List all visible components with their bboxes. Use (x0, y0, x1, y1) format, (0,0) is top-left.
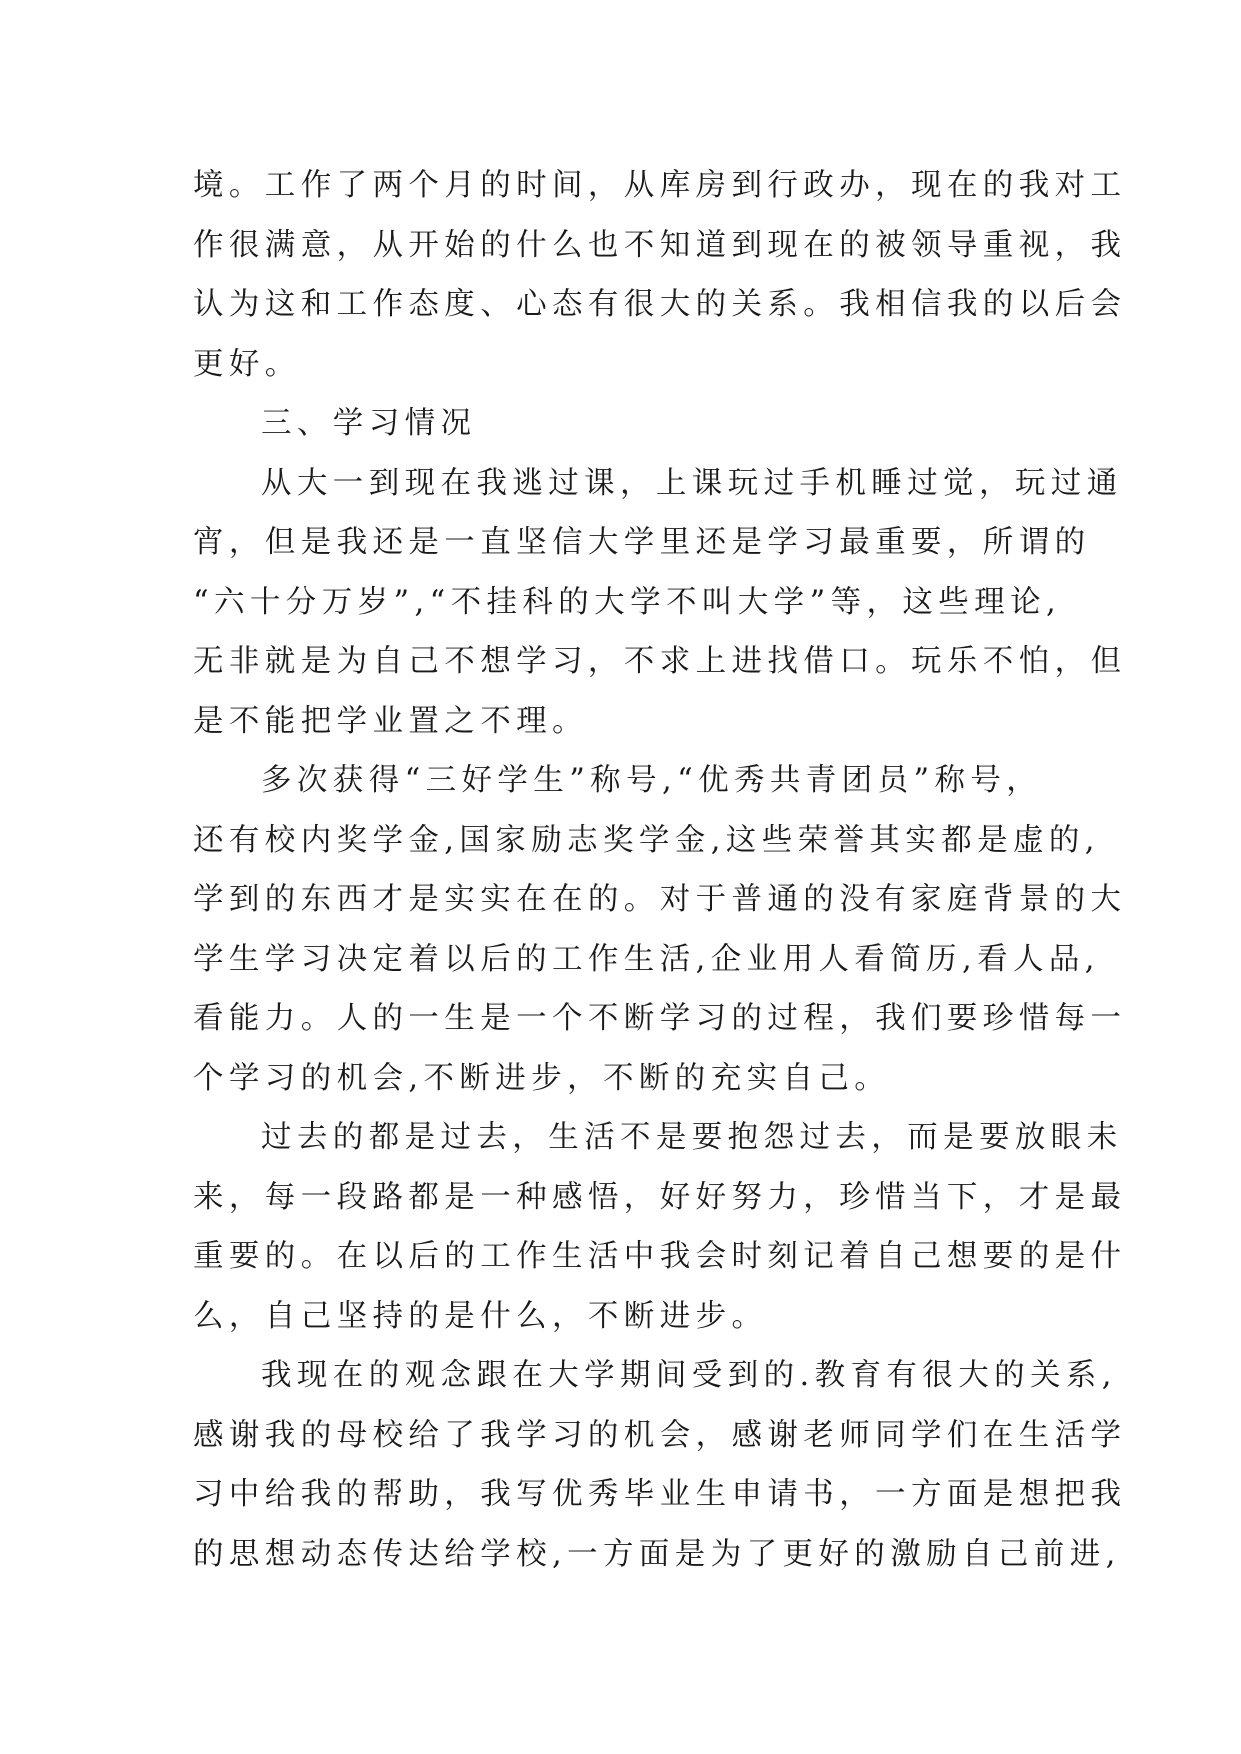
text-line: 看能力。人的一生是一个不断学习的过程，我们要珍惜每一 (193, 1001, 1127, 1036)
text-line: 么，自己坚持的是什么，不断进步。 (193, 1298, 768, 1334)
text-line: 感谢我的母校给了我学习的机会，感谢老师同学们在生活学 (193, 1417, 1127, 1453)
text-line: 三、学习情况 (261, 406, 477, 441)
text-line: 我现在的观念跟在大学期间受到的.教育有很大的关系, (261, 1358, 1117, 1393)
text-line: 境。工作了两个月的时间，从库房到行政办，现在的我对工 (193, 168, 1127, 203)
text-line: 是不能把学业置之不理。 (193, 703, 588, 739)
text-line: 还有校内奖学金,国家励志奖学金,这些荣誉其实都是虚的, (193, 822, 1100, 858)
text-line: 无非就是为自己不想学习，不求上进找借口。玩乐不怕，但 (193, 644, 1127, 679)
document-body (193, 156, 1127, 1584)
text-line: “六十分万岁”,“不挂科的大学不叫大学”等，这些理论, (193, 584, 1062, 620)
text-line: 学到的东西才是实实在在的。对于普通的没有家庭背景的大 (193, 882, 1127, 917)
text-line: 从大一到现在我逃过课，上课玩过手机睡过觉，玩过通 (261, 465, 1123, 501)
text-line: 宵，但是我还是一直坚信大学里还是学习最重要，所谓的 (193, 525, 1091, 560)
text-line: 认为这和工作态度、心态有很大的关系。我相信我的以后会 (193, 287, 1127, 322)
text-line: 过去的都是过去，生活不是要抱怨过去，而是要放眼未 (261, 1120, 1123, 1155)
text-line: 个学习的机会,不断进步，不断的充实自己。 (193, 1060, 891, 1096)
text-line: 习中给我的帮助，我写优秀毕业生申请书，一方面是想把我 (193, 1477, 1127, 1512)
text-line: 学生学习决定着以后的工作生活,企业用人看简历,看人品, (193, 941, 1100, 977)
text-line: 来，每一段路都是一种感悟，好好努力，珍惜当下，才是最 (193, 1179, 1127, 1215)
text-line: 更好。 (193, 346, 301, 382)
text-line: 重要的。在以后的工作生活中我会时刻记着自己想要的是什 (193, 1239, 1127, 1274)
text-line: 的思想动态传达给学校,一方面是为了更好的激励自己前进, (193, 1536, 1121, 1572)
text-line: 多次获得“三好学生”称号,“优秀共青团员”称号， (261, 763, 1043, 798)
text-line: 作很满意，从开始的什么也不知道到现在的被领导重视，我 (193, 227, 1127, 263)
